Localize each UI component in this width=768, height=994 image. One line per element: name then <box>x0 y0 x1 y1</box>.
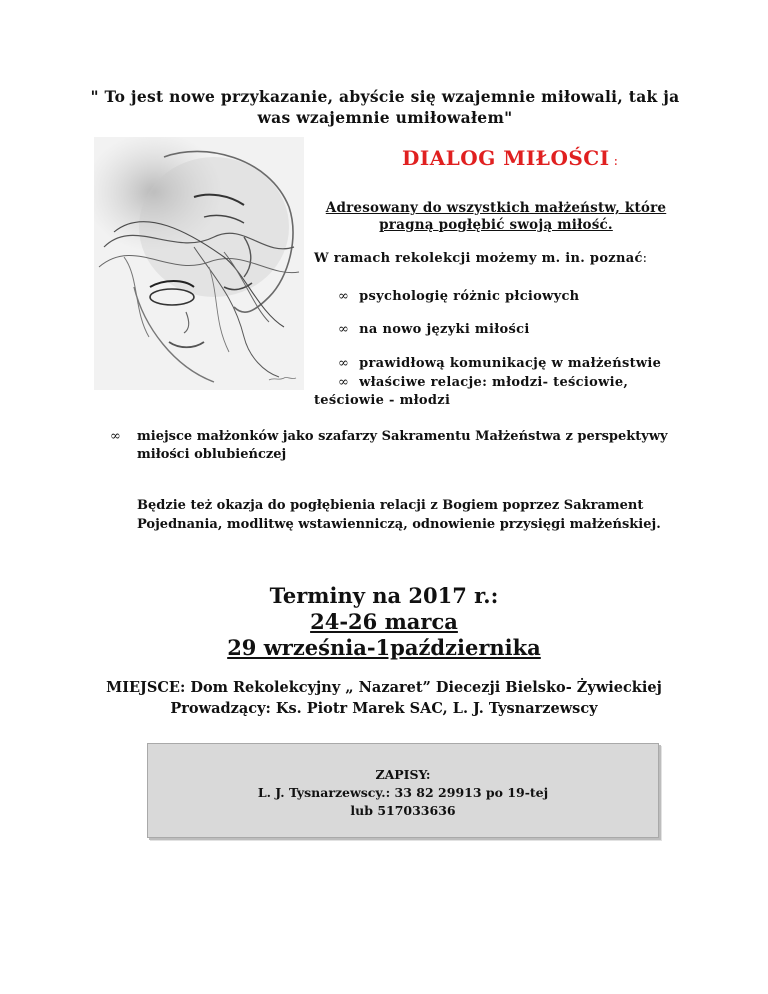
infinity-bullet-icon: ∞ <box>338 322 350 337</box>
infinity-bullet-icon: ∞ <box>338 356 350 371</box>
couple-sketch-icon <box>94 137 304 390</box>
infinity-bullet-icon: ∞ <box>338 289 350 304</box>
list-item <box>110 428 690 464</box>
quote-line-2: was wzajemnie umiłowałem" <box>257 108 513 127</box>
list-item-text: właściwe relacje: młodzi- teściowie, <box>359 375 629 390</box>
addressed-note <box>318 200 674 234</box>
intro-text <box>314 251 647 266</box>
dates-heading: Terminy na 2017 r.: <box>269 583 499 608</box>
infinity-bullet-icon: ∞ <box>338 375 350 390</box>
title-colon: : <box>613 154 619 169</box>
signup-line-2: lub 517033636 <box>350 803 456 818</box>
intro-colon: : <box>642 251 648 266</box>
signup-heading: ZAPISY: <box>375 767 431 782</box>
dates-section <box>0 583 768 661</box>
list-item-text: psychologię różnic płciowych <box>359 289 580 304</box>
list-item <box>338 322 530 337</box>
infinity-bullet-icon: ∞ <box>110 429 121 444</box>
list-item-continuation: teściowie - młodzi <box>314 393 451 408</box>
quote <box>60 86 710 128</box>
date-2: 29 września-1października <box>227 635 541 660</box>
list-item <box>338 375 628 390</box>
extra-paragraph <box>137 496 677 534</box>
place-line-2: Prowadzący: Ks. Piotr Marek SAC, L. J. Tysnarzewscy <box>170 700 598 717</box>
list-item-line-2: miłości oblubieńczej <box>137 447 287 462</box>
signup-line-1: L. J. Tysnarzewscy.: 33 82 29913 po 19-tej <box>257 785 549 800</box>
date-1: 24-26 marca <box>310 609 458 634</box>
extra-line-2: Pojednania, modlitwę wstawienniczą, odnowienie przysięgi małżeńskiej. <box>137 517 661 532</box>
page-title <box>402 146 618 170</box>
list-item-text: prawidłową komunikację w małżeństwie <box>359 356 662 371</box>
addressed-line-2: pragną pogłębić swoją miłość. <box>379 217 613 233</box>
intro-label: W ramach rekolekcji możemy m. in. poznać <box>314 251 643 266</box>
addressed-line-1: Adresowany do wszystkich małżeństw, które <box>325 200 667 216</box>
list-item-text: na nowo języki miłości <box>359 322 530 337</box>
title-text: DIALOG MIŁOŚCI <box>402 146 610 170</box>
list-item <box>338 356 661 371</box>
signup-box <box>147 743 659 838</box>
list-item-text <box>110 428 690 464</box>
extra-line-1: Będzie też okazja do pogłębienia relacji z Bogiem poprzez Sakrament <box>137 498 644 513</box>
quote-line-1: " To jest nowe przykazanie, abyście się wzajemnie miłowali, tak ja <box>90 87 680 106</box>
list-item <box>338 289 579 304</box>
list-item-line-1: miejsce małżonków jako szafarzy Sakramentu Małżeństwa z perspektywy <box>137 429 668 444</box>
place-section <box>0 677 768 719</box>
place-line-1: MIEJSCE: Dom Rekolekcyjny „ Nazaret” Diecezji Bielsko- Żywieckiej <box>106 679 662 696</box>
